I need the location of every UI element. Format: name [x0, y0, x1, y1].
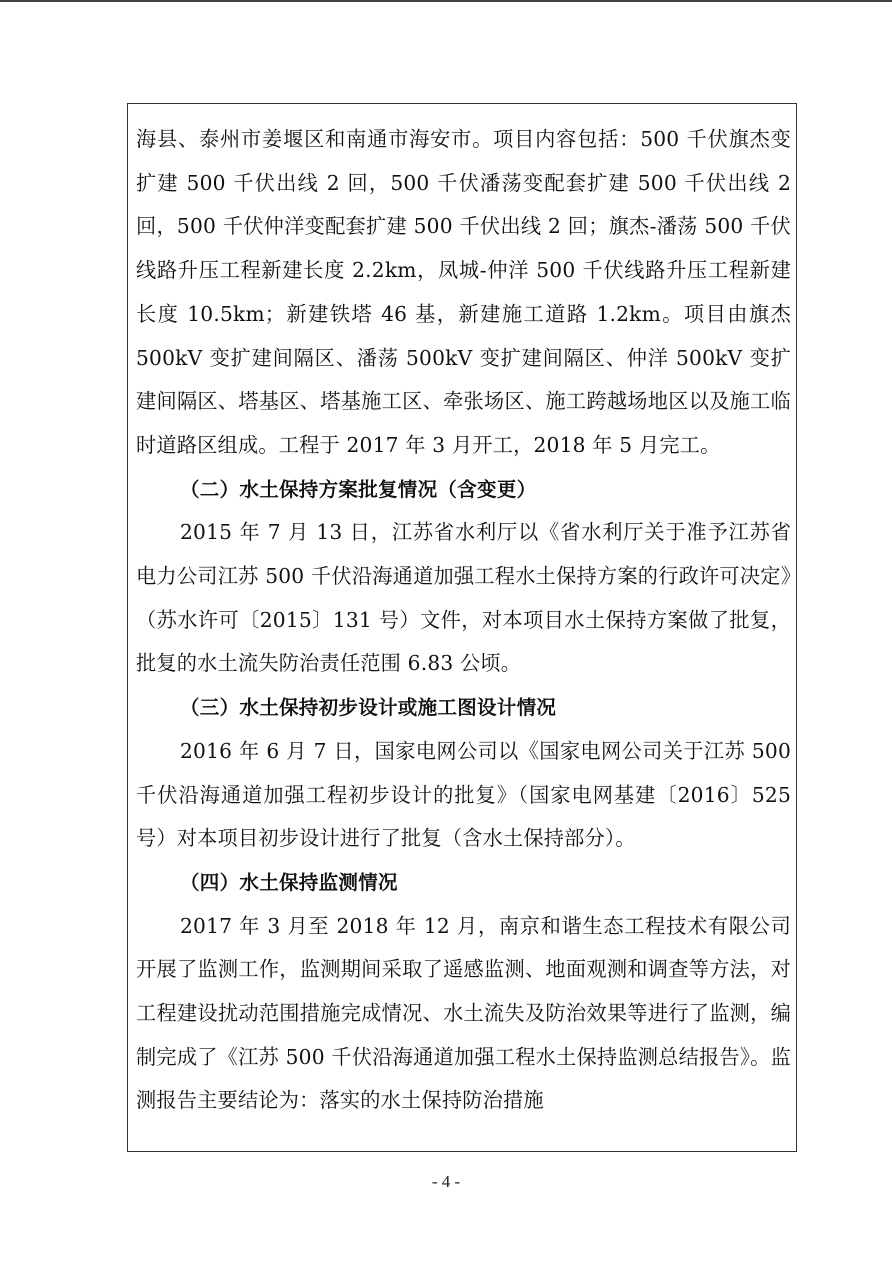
- page-number: - 4 -: [431, 1172, 461, 1191]
- paragraph-preliminary-design: 2016 年 6 月 7 日，国家电网公司以《国家电网公司关于江苏 500 千伏沿海通道加强工程初步设计的批复》（国家电网基建〔2016〕525 号）对本项目初步设计进行了批复（含水土保持部分）。: [136, 738, 791, 851]
- paragraph-project-content: 海县、泰州市姜堰区和南通市海安市。项目内容包括：500 千伏旗杰变扩建 500 千伏出线 2 回，500 千伏潘荡变配套扩建 500 千伏出线 2 回，500 千伏仲洋变配套扩建 500 千伏出线 2 回；旗杰-潘荡 500 千伏线路升压工程新建长度 2.2km，凤城-仲洋 500 千伏线路升压工程新建长度 10.5km；新建铁塔 46 基，新建施工道路 1.2km。项目由旗杰 500kV 变扩建间隔区、潘荡 500kV 变扩建间隔区、仲洋 500kV 变扩建间隔区、塔基区、塔基施工区、牵张场区、施工跨越场地区以及施工临时道路区组成。工程于 2017 年 3 月开工，2018 年 5 月完工。: [136, 127, 791, 457]
- document-body: [136, 118, 791, 1123]
- paragraph-plan-approval: 2015 年 7 月 13 日，江苏省水利厅以《省水利厅关于准予江苏省电力公司江苏 500 千伏沿海通道加强工程水土保持方案的行政许可决定》（苏水许可〔2015〕131 号）文件，对本项目水土保持方案做了批复，批复的水土流失防治责任范围 6.83 公顷。: [136, 520, 791, 676]
- heading-monitoring: （四）水土保持监测情况: [180, 870, 398, 894]
- paragraph-monitoring: 2017 年 3 月至 2018 年 12 月，南京和谐生态工程技术有限公司开展了监测工作，监测期间采取了遥感监测、地面观测和调查等方法，对工程建设扰动范围措施完成情况、水土流失及防治效果等进行了监测，编制完成了《江苏 500 千伏沿海通道加强工程水土保持监测总结报告》。监测报告主要结论为：落实的水土保持防治措施: [136, 913, 791, 1113]
- heading-preliminary-design: （三）水土保持初步设计或施工图设计情况: [180, 696, 557, 720]
- top-border-line: [0, 0, 892, 2]
- heading-plan-approval: （二）水土保持方案批复情况（含变更）: [180, 477, 537, 501]
